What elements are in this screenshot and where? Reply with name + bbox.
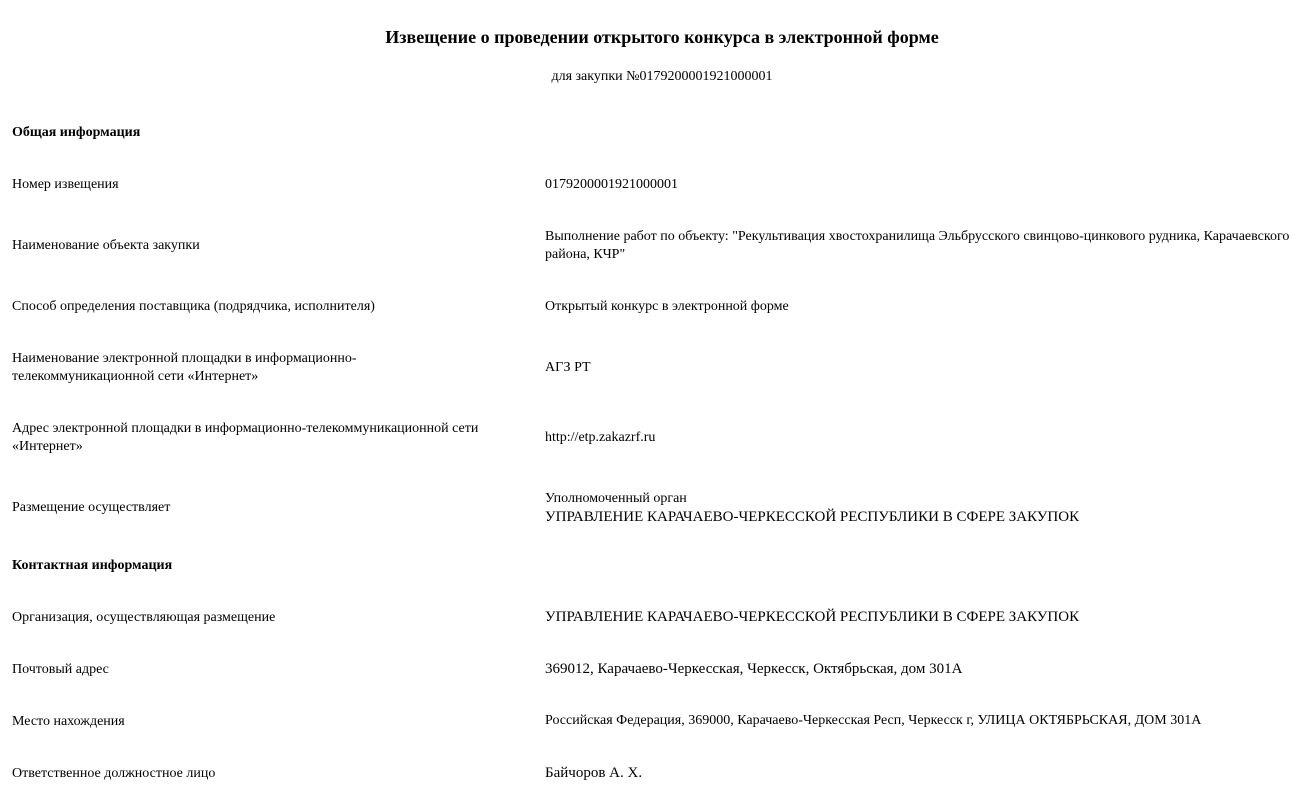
placement-org-text: УПРАВЛЕНИЕ КАРАЧАЕВО-ЧЕРКЕССКОЙ РЕСПУБЛИКИ В СФЕРЕ ЗАКУПОК xyxy=(545,509,1080,525)
object-name-label: Наименование объекта закупки xyxy=(12,238,200,253)
contact-info-heading: Контактная информация xyxy=(12,558,173,573)
page-title: Извещение о проведении открытого конкурса в электронной форме xyxy=(385,27,939,47)
purchase-number-subtitle: для закупки №0179200001921000001 xyxy=(551,69,773,84)
notice-number-label: Номер извещения xyxy=(12,177,119,192)
platform-name-text: АГЗ РТ xyxy=(545,360,591,375)
platform-address-value xyxy=(545,429,1305,447)
postal-address-label: Почтовый адрес xyxy=(12,662,109,677)
notice-number-value xyxy=(545,176,1305,194)
platform-name-value xyxy=(545,359,1305,377)
placement-value xyxy=(545,490,1305,526)
placement-label: Размещение осуществляет xyxy=(12,500,171,515)
notice-number-text: 0179200001921000001 xyxy=(545,177,678,192)
platform-address-label: Адрес электронной площадки в информационно-телекоммуникационной сети «Интернет» xyxy=(12,421,479,454)
postal-address-text: 369012, Карачаево-Черкесская, Черкесск, Октябрьская, дом 301А xyxy=(545,661,963,677)
general-info-heading: Общая информация xyxy=(12,125,141,140)
placement-role-text: Уполномоченный орган xyxy=(545,491,687,506)
organization-value xyxy=(545,608,1305,626)
object-name-value xyxy=(545,228,1295,264)
object-name-text: Выполнение работ по объекту: "Рекультивация хвостохранилища Эльбрусского свинцово-цинкового рудника, Карачаевского района, КЧР" xyxy=(545,229,1290,262)
platform-address-text: http://etp.zakazrf.ru xyxy=(545,430,656,445)
method-value xyxy=(545,298,1305,316)
organization-text: УПРАВЛЕНИЕ КАРАЧАЕВО-ЧЕРКЕССКОЙ РЕСПУБЛИКИ В СФЕРЕ ЗАКУПОК xyxy=(545,609,1080,625)
responsible-official-label: Ответственное должностное лицо xyxy=(12,766,216,781)
postal-address-value xyxy=(545,660,1305,678)
platform-name-label: Наименование электронной площадки в информационно-телекоммуникационной сети «Интернет» xyxy=(12,351,357,384)
location-value xyxy=(545,712,1305,730)
location-text: Российская Федерация, 369000, Карачаево-Черкесская Респ, Черкесск г, УЛИЦА ОКТЯБРЬСКАЯ, ДОМ 301А xyxy=(545,713,1202,728)
method-text: Открытый конкурс в электронной форме xyxy=(545,299,789,314)
location-label: Место нахождения xyxy=(12,714,125,729)
responsible-official-text: Байчоров А. Х. xyxy=(545,765,643,781)
responsible-official-value xyxy=(545,764,1305,782)
organization-label: Организация, осуществляющая размещение xyxy=(12,610,276,625)
method-label: Способ определения поставщика (подрядчика, исполнителя) xyxy=(12,299,375,314)
